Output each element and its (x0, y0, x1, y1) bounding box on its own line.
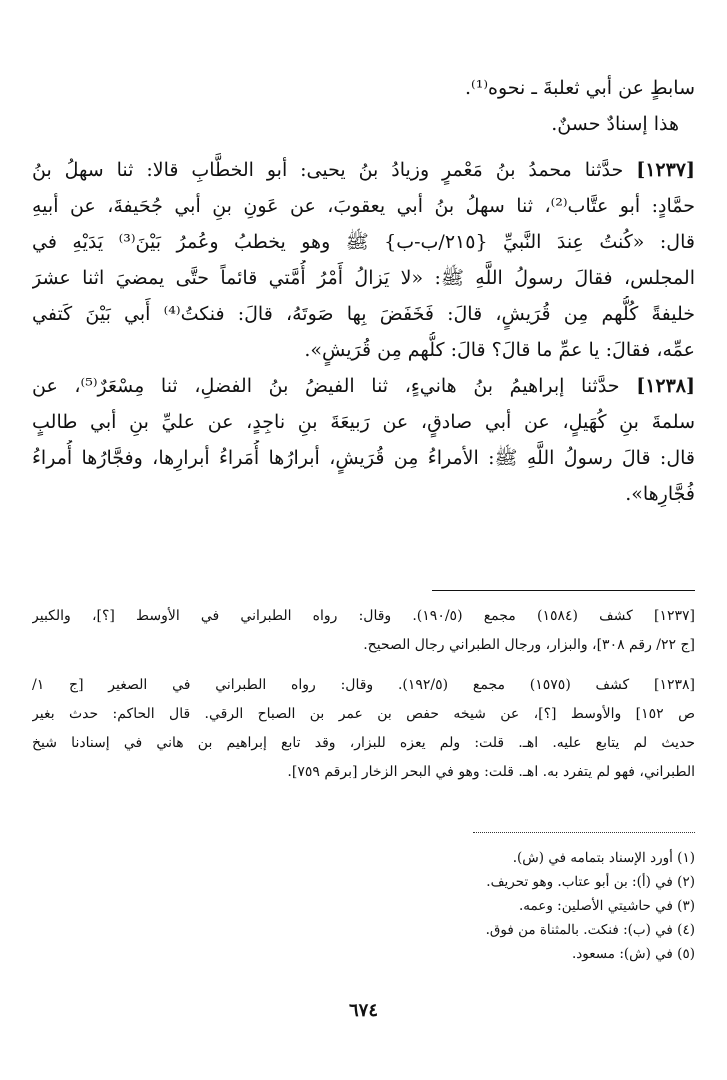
hadith-line: قال: «كُنتُ عِندَ النَّبيِّ {٢١٥/ب-ب} ﷺ وهو يخطبُ وعُمرُ بَيْنَ⁽³⁾ يَدَيْهِ في (32, 231, 695, 253)
footnotes-separator (473, 832, 695, 833)
footnote: (٣) في حاشيتي الأصلين: وعمه. (518, 898, 695, 914)
hadith-line: عمِّه، فقالَ: يا عمِّ ما قالَ؟ قالَ: كلُّهم مِن قُرَيشٍ». (304, 339, 695, 361)
page-number: ٦٧٤ (348, 1000, 378, 1021)
hadith-line: قال: قالَ رسولُ اللَّهِ ﷺ: الأمراءُ مِن قُرَيشٍ، أبرارُها أُمَراءُ أبرارِها، وفجَّارُها أُمراءُ (32, 447, 695, 469)
hadith-number: [١٢٣٨] (636, 375, 695, 397)
footnote: (٥) في (ش): مسعود. (571, 946, 695, 962)
footnotes (32, 846, 695, 966)
intro-text (32, 70, 695, 142)
hadith-line: [١٢٣٧] حدَّثنا محمدُ بنُ مَعْمرٍ وزيادُ بنُ يحيى: أبو الخطَّابِ قالا: ثنا سهلُ بنُ (32, 159, 695, 181)
hadith-line: حمَّادٍ: أبو عتَّاب⁽²⁾، ثنا سهلُ بنُ أبي يعقوبَ، عن عَونِ بنِ أبي جُحَيفةَ، عن أبيهِ (32, 195, 695, 217)
hadith-line: فُجَّارِها». (625, 483, 695, 505)
note-line: الطبراني، فهو لم يتفرد به. اهـ. قلت: وهو في البحر الزخار [برقم ٧٥٩]. (287, 764, 695, 780)
note-line: [١٢٣٧] كشف (١٥٨٤) مجمع (١٩٠/٥). وقال: رواه الطبراني في الأوسط [؟]، والكبير (32, 608, 695, 624)
notes-separator (432, 590, 695, 591)
hadith-line: سلمةَ بنِ كُهَيلٍ، عن أبي صادقٍ، عن رَبيعَةَ بنِ ناجِدٍ، عن عليِّ بنِ أبي طالبٍ (32, 411, 695, 433)
hadith-1237 (32, 152, 695, 368)
intro-line: هذا إسنادٌ حسنٌ. (551, 113, 679, 135)
footnote: (١) أورد الإسناد بتمامه في (ش). (512, 850, 695, 866)
source-note-1238 (32, 671, 695, 787)
hadith-line: [١٢٣٨] حدَّثنا إبراهيمُ بنُ هانيءٍ، ثنا الفيضُ بنُ الفضلِ، ثنا مِسْعَرٌ⁽⁵⁾، عن (32, 375, 695, 397)
intro-line: سابطٍ عن أبي ثعلبةَ ـ نحوه⁽¹⁾. (465, 77, 695, 99)
footnote: (٤) في (ب): فنكت. بالمثناة من فوق. (485, 922, 695, 938)
hadith-line: خليفةً كُلُّهم مِن قُرَيشٍ، قالَ: فَخَفَضَ بِها صَوتَهُ، قالَ: فنكتُ⁽⁴⁾ أَبي بَيْنَ كَتفي (32, 303, 695, 325)
footnote: (٢) في (أ): بن أبو عتاب. وهو تحريف. (486, 874, 695, 890)
note-line: حديث لم يتابع عليه. اهـ. قلت: ولم يعزه للبزار، وقد تابع إبراهيم بن هاني في إسنادنا شيخ (32, 735, 695, 751)
note-line: [١٢٣٨] كشف (١٥٧٥) مجمع (١٩٢/٥). وقال: رواه الطبراني في الصغير [ج ١/ (32, 677, 695, 693)
hadith-line: المجلس، فقالَ رسولُ اللَّهِ ﷺ: «لا يَزالُ أَمْرُ أُمَّتي قائماً حتَّى يمضيَ اثنا عشرَ (32, 267, 695, 289)
source-note-1237 (32, 602, 695, 660)
note-line: [ج ٢٢/ رقم ٣٠٨]، والبزار، ورجال الطبراني رجال الصحيح. (363, 637, 695, 653)
note-line: ص ١٥٢] والأوسط [؟]، عن شيخه حفص بن عمر بن الصباح الرقي. قال الحاكم: حدث بغير (32, 706, 695, 722)
hadith-1238 (32, 368, 695, 512)
hadith-number: [١٢٣٧] (636, 159, 695, 181)
